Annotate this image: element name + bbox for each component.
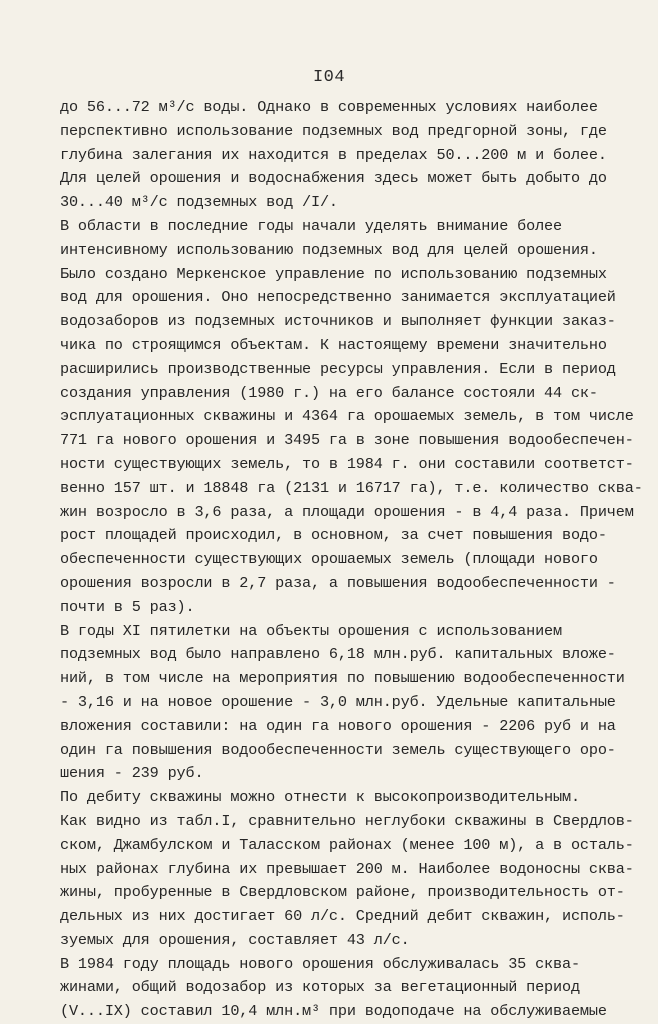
text-line: до 56...72 м³/с воды. Однако в современных условиях наиболее — [60, 98, 598, 116]
text-line: орошения возросли в 2,7 раза, а повышения водообеспеченности - — [60, 573, 616, 592]
text-line: создания управления (1980 г.) на его балансе состояли 44 ск- — [60, 383, 598, 402]
text-line: интенсивному использованию подземных вод для целей орошения. — [60, 240, 598, 259]
body-text — [60, 96, 643, 1024]
page-number: I04 — [312, 68, 346, 87]
text-line: Как видно из табл.I, сравнительно неглубоки скважины в Свердлов- — [60, 811, 634, 830]
text-line: жинами, общий водозабор из которых за вегетационный период — [60, 978, 580, 997]
text-line: венно 157 шт. и 18848 га (2131 и 16717 га), т.е. количество сква- — [60, 478, 643, 497]
text-line: дельных из них достигает 60 л/с. Средний дебит скважин, исполь- — [60, 907, 625, 926]
text-line: 30...40 м³/с подземных вод /I/. — [60, 193, 338, 212]
text-line: В 1984 году площадь нового орошения обслуживалась 35 сква- — [60, 954, 580, 973]
text-line: ний, в том числе на мероприятия по повышению водообеспеченности — [60, 669, 625, 688]
text-line: подземных вод было направлено 6,18 млн.руб. капитальных вложе- — [60, 645, 616, 664]
text-line: По дебиту скважины можно отнести к высокопроизводительным. — [60, 788, 580, 807]
text-line: один га повышения водообеспеченности земель существующего оро- — [60, 740, 616, 759]
text-line: ском, Джамбулском и Таласском районах (менее 100 м), а в осталь- — [60, 835, 634, 854]
text-line: расширились производственные ресурсы управления. Если в период — [60, 359, 616, 378]
text-line: - 3,16 и на новое орошение - 3,0 млн.руб. Удельные капитальные — [60, 692, 616, 711]
text-line: В области в последние годы начали уделять внимание более — [60, 216, 562, 235]
text-line: жины, пробуренные в Свердловском районе, производительность от- — [60, 883, 625, 902]
text-line: (V...IX) составил 10,4 млн.м³ при водоподаче на обслуживаемые — [60, 1002, 607, 1021]
text-line: жин возросло в 3,6 раза, а площади орошения - в 4,4 раза. Причем — [60, 502, 634, 521]
text-line: глубина залегания их находится в пределах 50...200 м и более. — [60, 145, 607, 164]
text-line: эсплуатационных скважины и 4364 га орошаемых земель, в том числе — [60, 407, 634, 426]
text-line: ных районах глубина их превышает 200 м. Наиболее водоносны сква- — [60, 859, 634, 878]
text-line: перспективно использование подземных вод предгорной зоны, где — [60, 121, 607, 140]
text-line: обеспеченности существующих орошаемых земель (площади нового — [60, 550, 598, 569]
text-line: Было создано Меркенское управление по использованию подземных — [60, 264, 607, 283]
text-line: вод для орошения. Оно непосредственно занимается эксплуатацией — [60, 288, 616, 307]
text-line: зуемых для орошения, составляет 43 л/с. — [60, 930, 410, 949]
text-line: 771 га нового орошения и 3495 га в зоне повышения водообеспечен- — [60, 431, 634, 450]
text-line: вложения составили: на один га нового орошения - 2206 руб и на — [60, 716, 616, 735]
text-line: ности существующих земель, то в 1984 г. они составили соответст- — [60, 454, 634, 473]
text-line: чика по строящимся объектам. К настоящему времени значительно — [60, 335, 607, 354]
text-line: рост площадей происходил, в основном, за счет повышения водо- — [60, 526, 607, 545]
text-line: В годы XI пятилетки на объекты орошения с использованием — [60, 621, 562, 640]
text-line: Для целей орошения и водоснабжения здесь может быть добыто до — [60, 169, 607, 188]
text-line: шения - 239 руб. — [60, 764, 204, 783]
text-line: почти в 5 раз). — [60, 597, 195, 616]
text-line: водозаборов из подземных источников и выполняет функции заказ- — [60, 312, 616, 331]
